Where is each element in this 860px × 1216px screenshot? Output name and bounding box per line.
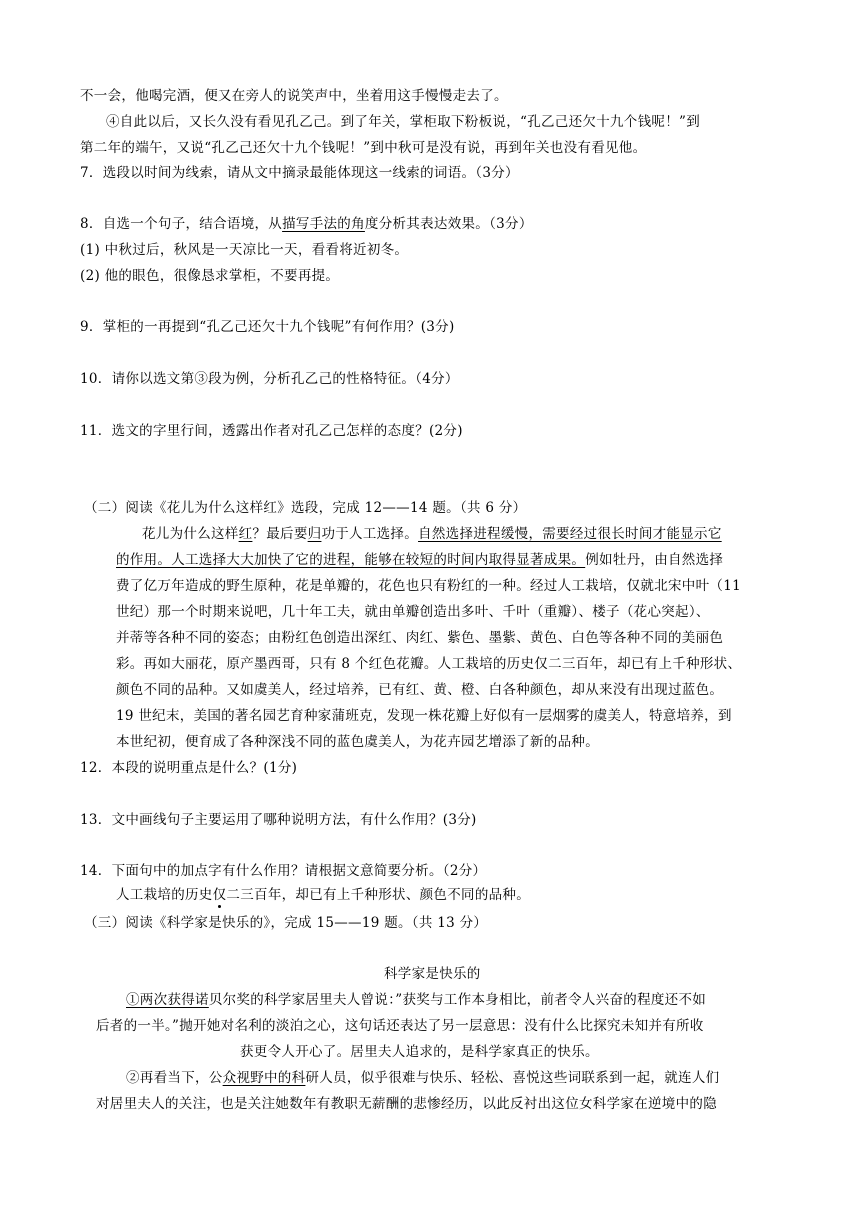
p2-l1-u: 众视野中的科	[222, 1070, 306, 1086]
p-l1-mid2: 功于人工选择。	[321, 526, 419, 542]
question-13: 13．文中画线句子主要运用了哪种说明方法，有什么作用？(3分)	[80, 812, 477, 828]
q14-s-pre: 人工栽培的历史	[116, 887, 213, 903]
passage2-line8: 19 世纪末，美国的著名园艺育种家蒲班克，发现一株花瓣上好似有一层烟雾的虞美人，特意培养，到	[116, 708, 732, 724]
passage-end-line: 不一会，他喝完酒，便又在旁人的说笑声中，坐着用这手慢慢走去了。	[80, 88, 508, 104]
p-l1-mid: ？最后要	[252, 526, 308, 542]
passage2-line5: 并蒂等各种不同的姿态；由粉红色创造出深红、肉红、紫色、墨紫、黄色、白色等各种不同的美丽色	[116, 630, 724, 646]
p-l2-post: 例如牡丹，由自然选择	[585, 552, 724, 568]
article-p1-line2: 后者的一半。”抛开她对名利的淡泊之心，这句话还表达了另一层意思：没有什么比探究未知并有所收	[96, 1018, 704, 1034]
article-p2-line1	[126, 1068, 719, 1088]
passage2-line1	[142, 524, 722, 544]
para4-line1: ④自此以后，又长久没有看见孔乙己。到了年关，掌柜取下粉板说，“孔乙己还欠十九个钱呢！”到	[106, 114, 701, 130]
passage2-line4: 世纪）那一个时期来说吧，几十年工夫，就由单瓣创造出多叶、千叶（重瓣）、楼子（花心突起）、	[116, 604, 710, 620]
p2-l1-pre: ②再看当下，公	[126, 1070, 223, 1086]
question-8	[80, 214, 533, 234]
passage2-line3: 费了亿万年造成的野生原种，花是单瓣的，花色也只有粉红的一种。经过人工栽培，仅就北宋中叶（11	[116, 578, 741, 594]
p2-l1-post: 研人员，似乎很难与快乐、轻松、喜悦这些词联系到一起，就连人们	[305, 1070, 720, 1086]
q8-post: 度分析其表达效果。（3分）	[364, 216, 533, 232]
passage2-line7: 颜色不同的品种。又如虞美人，经过培养，已有红、黄、橙、白各种颜色，却从来没有出现过蓝色。	[116, 682, 724, 698]
question-10: 10．请你以选文第③段为例，分析孔乙己的性格特征。（4分）	[80, 371, 459, 387]
q14-s-post: 二三百年，却已有上千种形状、颜色不同的品种。	[226, 887, 531, 903]
question-8-sentence-2: (2) 他的眼色，很像恳求掌柜，不要再提。	[80, 268, 340, 284]
passage2-line6: 彩。再如大丽花，原产墨西哥，只有 8 个红色花瓣。人工栽培的历史仅二三百年，却已有上千种形状、	[116, 656, 742, 672]
question-9: 9．掌柜的一再提到“孔乙己还欠十九个钱呢”有何作用？(3分)	[80, 319, 455, 335]
p-l1-u3: 自然选择进程缓慢，需要经过很长时间才能显示它	[418, 526, 722, 542]
p-l1-pre: 花儿为什么这样	[142, 526, 239, 542]
q14-dotted-char: 仅	[212, 887, 227, 903]
article-title: 科学家是快乐的	[384, 966, 481, 982]
p1-l1-u: ①两次获得诺	[126, 992, 209, 1008]
p-l2-u: 的作用。人工选择大大加快了它的进程，能够在较短的时间内取得显著成果。	[116, 552, 586, 568]
question-8-sentence-1: (1) 中秋过后，秋风是一天凉比一天，看看将近初冬。	[80, 242, 409, 258]
para4-line2: 第二年的端午，又说“孔乙己还欠十九个钱呢！”到中秋可是没有说，再到年关也没有看见他。	[80, 140, 647, 156]
p1-l1-post: 贝尔奖的科学家居里夫人曾说：”获奖与工作本身相比，前者令人兴奋的程度还不如	[208, 992, 707, 1008]
p-l1-u2: 归	[307, 526, 322, 542]
question-14-sentence	[116, 885, 530, 905]
article-p1-line3: 获更令人开心了。居里夫人追求的，是科学家真正的快乐。	[240, 1044, 599, 1060]
question-14: 14．下面句中的加点字有什么作用？请根据文意简要分析。（2分）	[80, 863, 487, 879]
q8-pre: 8．自选一个句子，结合语境，从	[80, 216, 283, 232]
p-l1-u1: 红	[238, 526, 253, 542]
article-p2-line2: 对居里夫人的关注，也是关注她数年有教职无薪酬的悲惨经历，以此反衬出这位女科学家在逆境中的隐	[96, 1096, 717, 1112]
passage2-line9: 本世纪初，便育成了各种深浅不同的蓝色虞美人，为花卉园艺增添了新的品种。	[116, 734, 599, 750]
question-12: 12．本段的说明重点是什么？(1分)	[80, 760, 298, 776]
section-3-heading: （三）阅读《科学家是快乐的》，完成 15——19 题。（共 13 分）	[84, 915, 488, 931]
question-11: 11．选文的字里行间，透露出作者对孔乙己怎样的态度？(2分)	[80, 423, 463, 439]
q8-underlined: 描写手法的角	[282, 216, 365, 232]
question-7: 7．选段以时间为线索，请从文中摘录最能体现这一线索的词语。（3分）	[80, 165, 519, 181]
article-p1-line1	[126, 990, 706, 1010]
section-2-heading: （二）阅读《花儿为什么这样红》选段，完成 12——14 题。（共 6 分）	[84, 500, 527, 516]
passage2-line2	[116, 550, 723, 570]
